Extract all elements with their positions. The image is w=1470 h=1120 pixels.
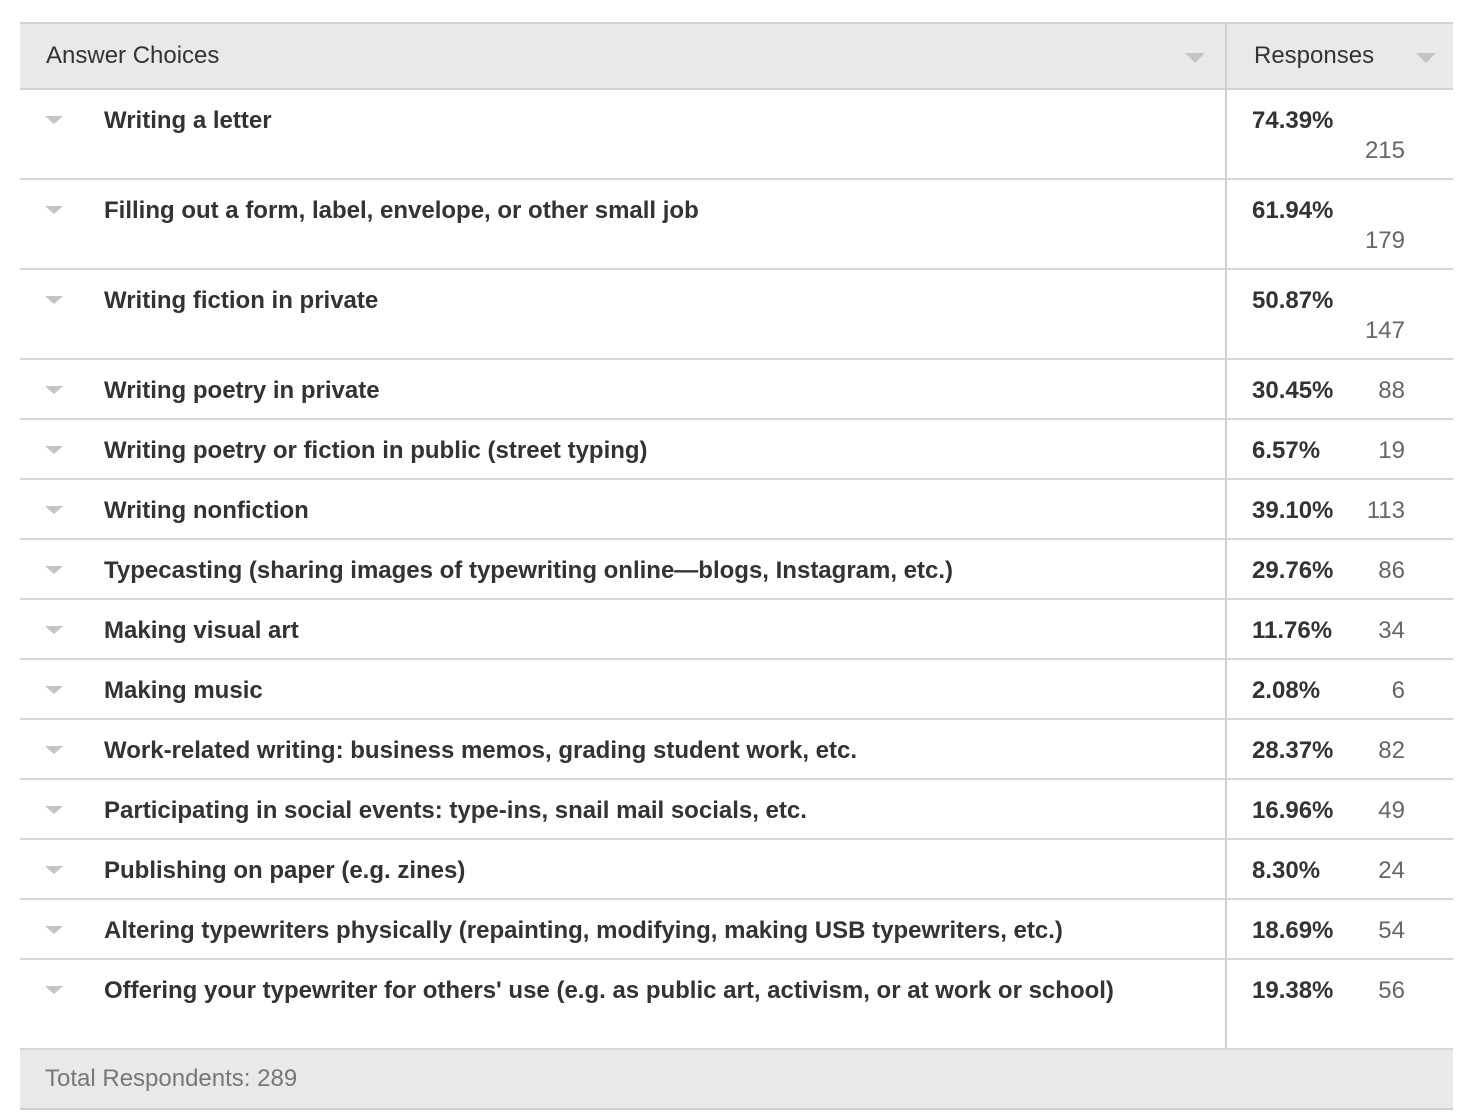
expand-chevron-down-icon[interactable] (45, 866, 63, 874)
response-percent: 50.87% (1252, 287, 1334, 314)
response-cell (1227, 360, 1453, 418)
response-cell (1227, 960, 1453, 1048)
response-cell (1227, 600, 1453, 658)
answer-label: Participating in social events: type-ins, snail mail socials, etc. (104, 797, 807, 824)
answer-cell (20, 420, 1227, 478)
table-row (20, 780, 1453, 840)
response-cell (1227, 900, 1453, 958)
answer-label: Writing fiction in private (104, 287, 379, 314)
response-cell (1227, 180, 1453, 268)
total-respondents: Total Respondents: 289 (45, 1065, 298, 1092)
answer-label: Writing poetry or fiction in public (street typing) (104, 437, 648, 464)
answer-cell (20, 360, 1227, 418)
answer-label: Writing nonfiction (104, 497, 309, 524)
answer-label: Making music (104, 677, 263, 704)
response-cell (1227, 840, 1453, 898)
response-percent: 6.57% (1252, 437, 1321, 464)
response-count: 113 (1366, 497, 1405, 524)
expand-chevron-down-icon[interactable] (45, 296, 63, 304)
response-cell (1227, 90, 1453, 178)
table-row (20, 540, 1453, 600)
response-percent: 19.38% (1252, 977, 1334, 1004)
response-count: 56 (1378, 977, 1405, 1004)
table-row (20, 600, 1453, 660)
response-percent: 39.10% (1252, 497, 1334, 524)
answer-cell (20, 900, 1227, 958)
answer-cell (20, 840, 1227, 898)
response-cell (1227, 660, 1453, 718)
answer-label: Typecasting (sharing images of typewriting online—blogs, Instagram, etc.) (104, 557, 954, 584)
response-percent: 2.08% (1252, 677, 1321, 704)
expand-chevron-down-icon[interactable] (45, 746, 63, 754)
response-cell (1227, 270, 1453, 358)
answer-cell (20, 180, 1227, 268)
table-header (20, 24, 1453, 90)
answer-cell (20, 780, 1227, 838)
response-percent: 16.96% (1252, 797, 1334, 824)
table-row (20, 90, 1453, 180)
answer-label: Making visual art (104, 617, 299, 644)
expand-chevron-down-icon[interactable] (45, 926, 63, 934)
answer-cell (20, 660, 1227, 718)
responses-header[interactable] (1227, 24, 1453, 88)
sort-chevron-down-icon[interactable] (1185, 53, 1205, 63)
answer-cell (20, 720, 1227, 778)
expand-chevron-down-icon[interactable] (45, 566, 63, 574)
response-percent: 11.76% (1252, 617, 1333, 644)
table-row (20, 480, 1453, 540)
answer-label: Filling out a form, label, envelope, or other small job (104, 197, 699, 224)
response-count: 19 (1378, 437, 1405, 464)
response-count: 24 (1378, 857, 1405, 884)
table-row (20, 180, 1453, 270)
answer-choices-header[interactable] (20, 24, 1227, 88)
table-row (20, 660, 1453, 720)
expand-chevron-down-icon[interactable] (45, 806, 63, 814)
answer-cell (20, 480, 1227, 538)
expand-chevron-down-icon[interactable] (45, 206, 63, 214)
table-row (20, 270, 1453, 360)
response-percent: 30.45% (1252, 377, 1334, 404)
response-percent: 18.69% (1252, 917, 1334, 944)
sort-chevron-down-icon[interactable] (1416, 53, 1436, 63)
results-table (20, 22, 1453, 1110)
answer-label: Writing a letter (104, 107, 272, 134)
response-count: 6 (1391, 677, 1405, 704)
answer-cell (20, 600, 1227, 658)
response-percent: 29.76% (1252, 557, 1334, 584)
table-body (20, 90, 1453, 1050)
response-cell (1227, 780, 1453, 838)
table-footer (20, 1050, 1453, 1110)
response-count: 86 (1378, 557, 1405, 584)
responses-label: Responses (1254, 42, 1375, 69)
answer-cell (20, 540, 1227, 598)
response-percent: 74.39% (1252, 107, 1334, 134)
expand-chevron-down-icon[interactable] (45, 686, 63, 694)
response-count: 147 (1364, 317, 1405, 344)
response-count: 215 (1364, 137, 1405, 164)
expand-chevron-down-icon[interactable] (45, 626, 63, 634)
expand-chevron-down-icon[interactable] (45, 986, 63, 994)
expand-chevron-down-icon[interactable] (45, 116, 63, 124)
answer-label: Altering typewriters physically (repainting, modifying, making USB typewriters, etc.) (104, 917, 1063, 944)
response-cell (1227, 720, 1453, 778)
response-cell (1227, 540, 1453, 598)
response-count: 54 (1378, 917, 1405, 944)
answer-cell (20, 90, 1227, 178)
table-row (20, 720, 1453, 780)
answer-label: Offering your typewriter for others' use (e.g. as public art, activism, or at work or school) (104, 977, 1114, 1004)
answer-choices-label: Answer Choices (46, 42, 220, 69)
response-cell (1227, 480, 1453, 538)
response-percent: 28.37% (1252, 737, 1334, 764)
expand-chevron-down-icon[interactable] (45, 386, 63, 394)
answer-label: Work-related writing: business memos, grading student work, etc. (104, 737, 858, 764)
response-count: 179 (1364, 227, 1405, 254)
response-count: 82 (1378, 737, 1405, 764)
response-count: 49 (1378, 797, 1405, 824)
table-row (20, 360, 1453, 420)
table-row (20, 960, 1453, 1050)
answer-label: Publishing on paper (e.g. zines) (104, 857, 466, 884)
answer-cell (20, 960, 1227, 1048)
response-percent: 8.30% (1252, 857, 1321, 884)
response-count: 88 (1378, 377, 1405, 404)
response-count: 34 (1378, 617, 1405, 644)
expand-chevron-down-icon[interactable] (45, 506, 63, 514)
response-cell (1227, 420, 1453, 478)
response-percent: 61.94% (1252, 197, 1334, 224)
table-row (20, 420, 1453, 480)
answer-cell (20, 270, 1227, 358)
table-row (20, 900, 1453, 960)
answer-label: Writing poetry in private (104, 377, 380, 404)
expand-chevron-down-icon[interactable] (45, 446, 63, 454)
table-row (20, 840, 1453, 900)
